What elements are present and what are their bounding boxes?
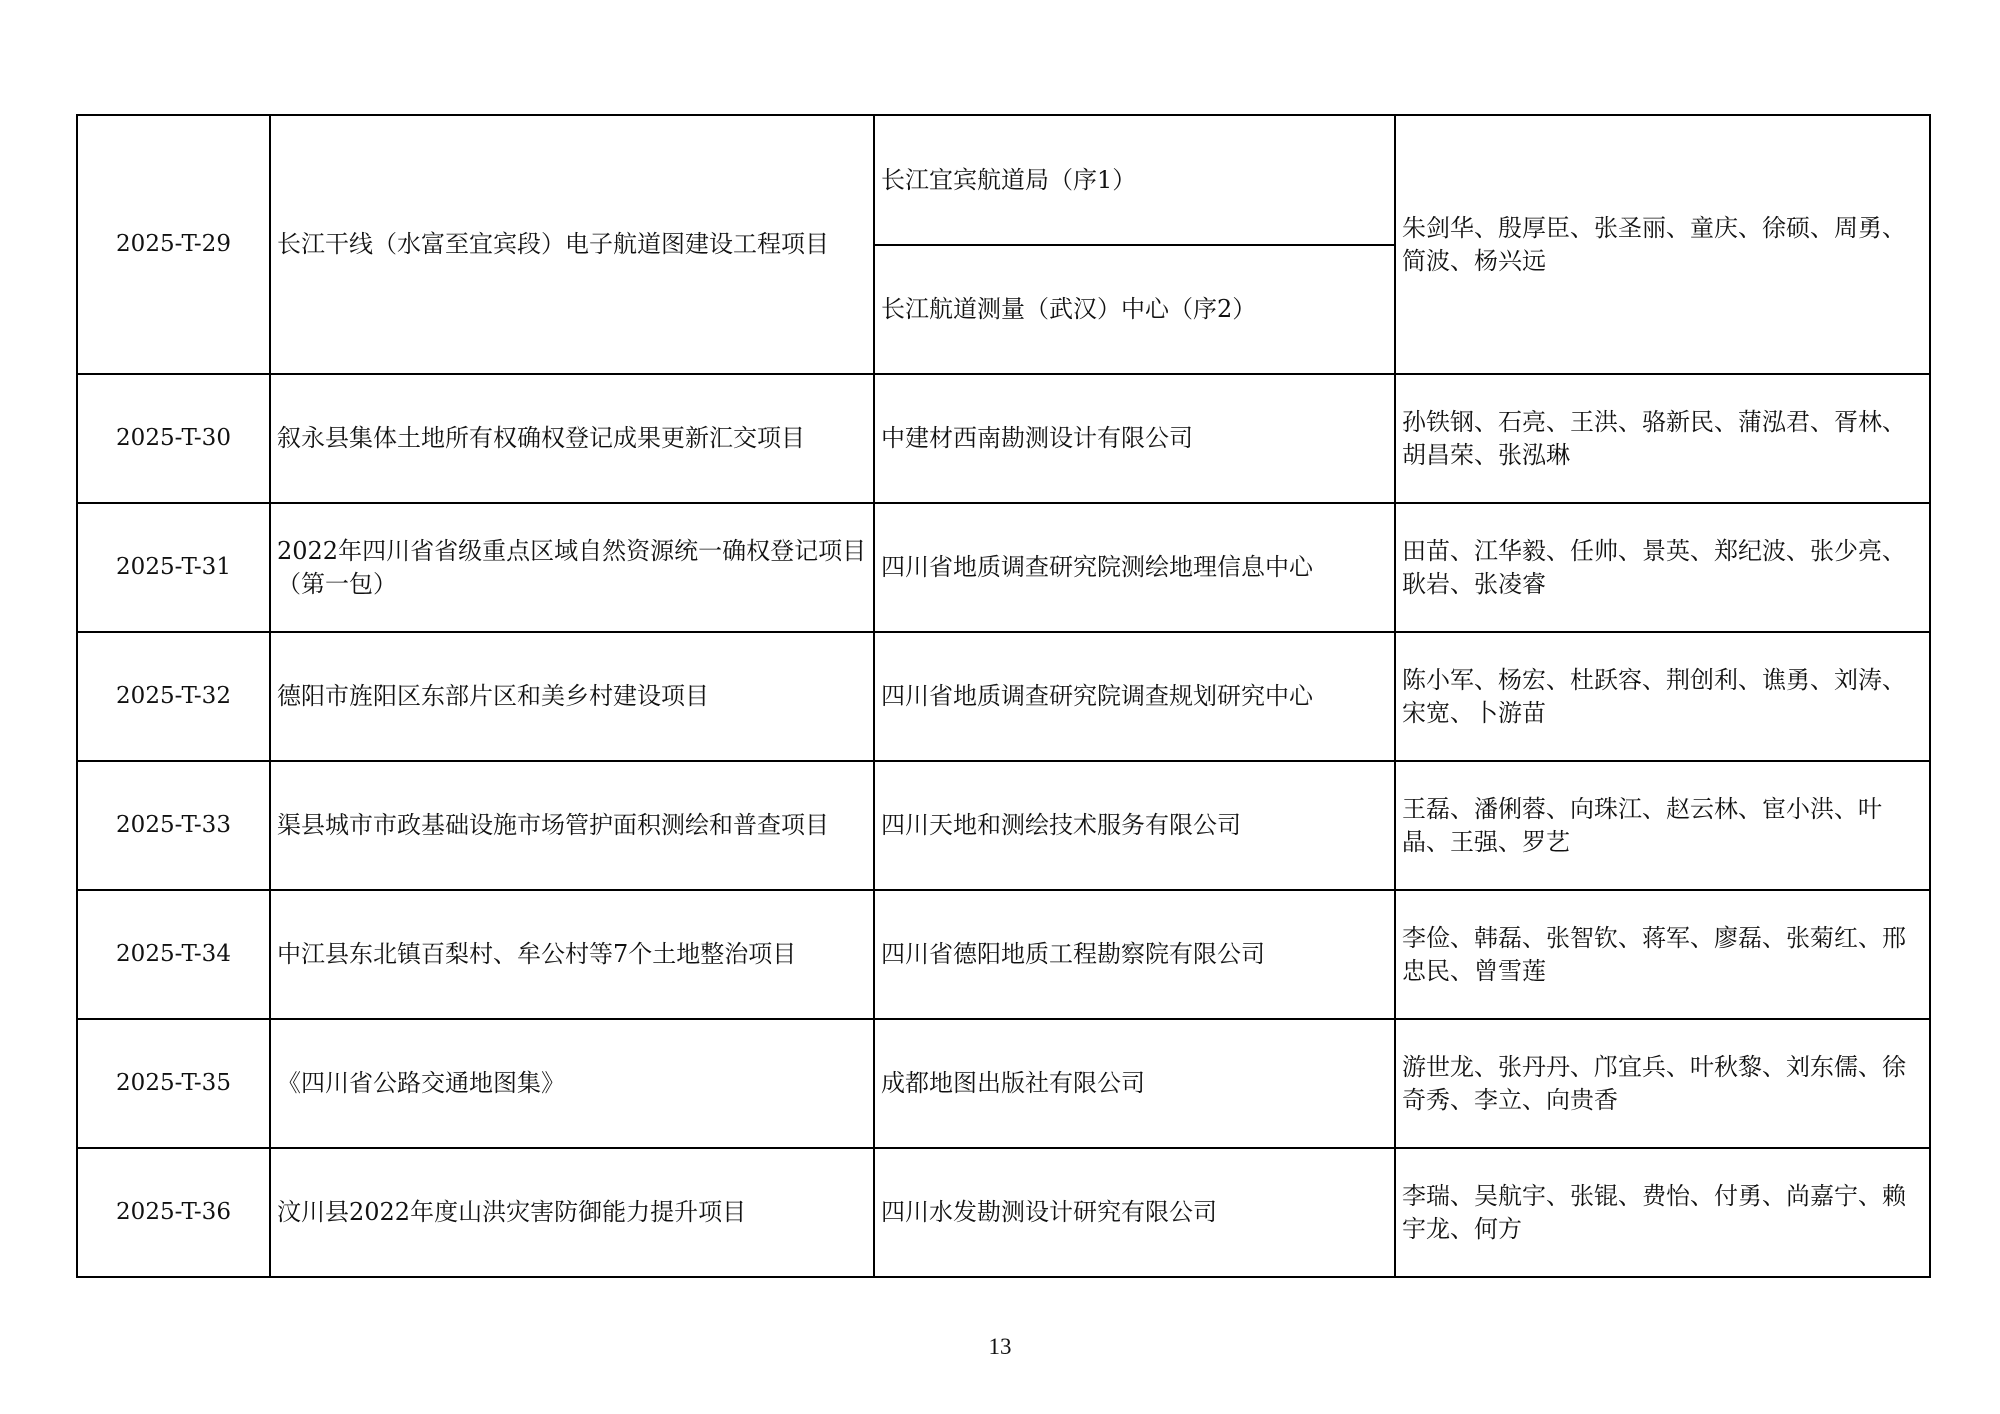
table-row xyxy=(77,761,1930,890)
people-cell: 陈小军、杨宏、杜跃容、荆创利、谯勇、刘涛、宋宽、卜游苗 xyxy=(1395,632,1930,761)
unit-cell: 四川省地质调查研究院调查规划研究中心 xyxy=(874,632,1395,761)
project-name-cell: 叙永县集体土地所有权确权登记成果更新汇交项目 xyxy=(270,374,874,503)
project-code-cell: 2025-T-36 xyxy=(77,1148,270,1277)
unit-cell: 四川天地和测绘技术服务有限公司 xyxy=(874,761,1395,890)
project-code-cell: 2025-T-33 xyxy=(77,761,270,890)
table-row xyxy=(77,1019,1930,1148)
project-code-cell: 2025-T-32 xyxy=(77,632,270,761)
project-name-cell: 渠县城市市政基础设施市场管护面积测绘和普查项目 xyxy=(270,761,874,890)
project-name-cell: 中江县东北镇百梨村、牟公村等7个土地整治项目 xyxy=(270,890,874,1019)
table-row xyxy=(77,632,1930,761)
unit-cell: 长江宜宾航道局（序1） xyxy=(874,115,1395,245)
project-code-cell: 2025-T-30 xyxy=(77,374,270,503)
unit-cell: 中建材西南勘测设计有限公司 xyxy=(874,374,1395,503)
people-cell: 田苗、江华毅、任帅、景英、郑纪波、张少亮、耿岩、张凌睿 xyxy=(1395,503,1930,632)
unit-cell: 四川水发勘测设计研究有限公司 xyxy=(874,1148,1395,1277)
table-row xyxy=(77,374,1930,503)
people-cell: 游世龙、张丹丹、邝宜兵、叶秋黎、刘东儒、徐奇秀、李立、向贵香 xyxy=(1395,1019,1930,1148)
project-name-cell: 汶川县2022年度山洪灾害防御能力提升项目 xyxy=(270,1148,874,1277)
people-cell: 王磊、潘俐蓉、向珠江、赵云林、宦小洪、叶晶、王强、罗艺 xyxy=(1395,761,1930,890)
project-name-cell: 2022年四川省省级重点区域自然资源统一确权登记项目（第一包） xyxy=(270,503,874,632)
table-row xyxy=(77,890,1930,1019)
people-cell: 朱剑华、殷厚臣、张圣丽、童庆、徐硕、周勇、简波、杨兴远 xyxy=(1395,115,1930,374)
people-cell: 李俭、韩磊、张智钦、蒋军、廖磊、张菊红、邢忠民、曾雪莲 xyxy=(1395,890,1930,1019)
page-number: 13 xyxy=(988,1334,1012,1359)
unit-cell: 四川省德阳地质工程勘察院有限公司 xyxy=(874,890,1395,1019)
award-table xyxy=(76,114,1931,1278)
people-cell: 李瑞、吴航宇、张锟、费怡、付勇、尚嘉宁、赖宇龙、何方 xyxy=(1395,1148,1930,1277)
table-row xyxy=(77,503,1930,632)
table-row xyxy=(77,115,1930,245)
people-cell: 孙铁钢、石亮、王洪、骆新民、蒲泓君、胥林、胡昌荣、张泓琳 xyxy=(1395,374,1930,503)
project-name-cell: 长江干线（水富至宜宾段）电子航道图建设工程项目 xyxy=(270,115,874,374)
project-name-cell: 《四川省公路交通地图集》 xyxy=(270,1019,874,1148)
unit-cell: 长江航道测量（武汉）中心（序2） xyxy=(874,245,1395,374)
unit-cell: 四川省地质调查研究院测绘地理信息中心 xyxy=(874,503,1395,632)
unit-cell: 成都地图出版社有限公司 xyxy=(874,1019,1395,1148)
project-code-cell: 2025-T-29 xyxy=(77,115,270,374)
project-code-cell: 2025-T-31 xyxy=(77,503,270,632)
project-name-cell: 德阳市旌阳区东部片区和美乡村建设项目 xyxy=(270,632,874,761)
project-code-cell: 2025-T-34 xyxy=(77,890,270,1019)
table-row xyxy=(77,1148,1930,1277)
project-code-cell: 2025-T-35 xyxy=(77,1019,270,1148)
